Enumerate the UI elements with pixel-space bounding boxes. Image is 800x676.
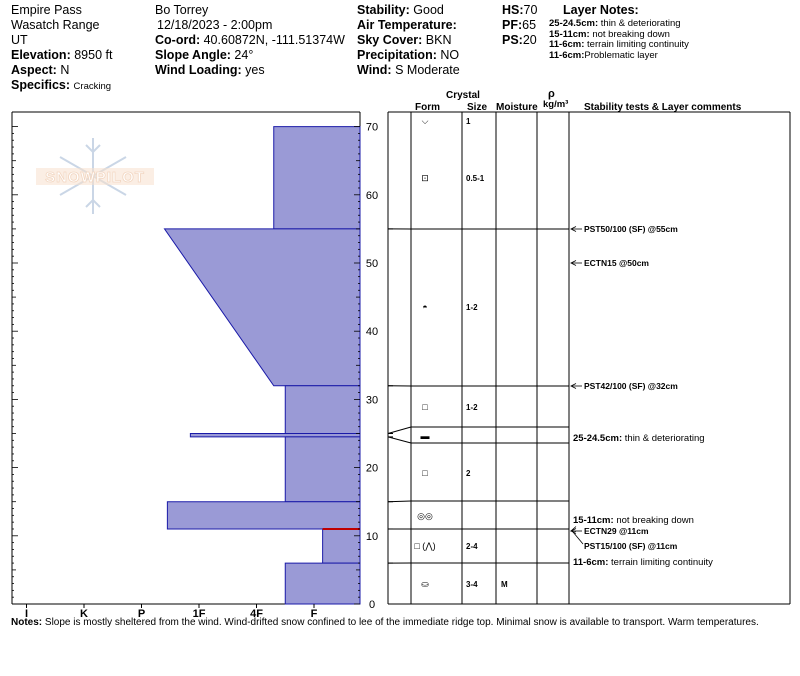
layer-note: 15-11cm: not breaking down — [549, 28, 670, 40]
location: Empire Pass — [11, 3, 82, 17]
elevation-value: 8950 ft — [74, 48, 113, 62]
form-header: Form — [415, 102, 440, 113]
specifics-value: Cracking — [73, 81, 112, 92]
layer-note: 11-6cm:Problematic layer — [549, 49, 658, 61]
observer: Bo Torrey — [155, 3, 209, 17]
pf-row: PF:65 — [502, 18, 537, 32]
layer-size: 1-2 — [466, 303, 478, 312]
depth-connector — [388, 427, 411, 434]
hardness-layer-bar — [167, 502, 360, 529]
layer-form-symbol: ◎◎ — [417, 511, 433, 521]
notes-label: Notes: — [11, 617, 43, 628]
hs-value: 70 — [523, 3, 538, 17]
height-tick-label: 70 — [365, 121, 379, 134]
rho-header: ρ — [548, 88, 555, 100]
specifics-row: Specifics: Cracking — [11, 78, 112, 92]
height-tick-label: 20 — [365, 462, 379, 475]
stability-test-label: ECTN29 @11cm — [584, 526, 649, 536]
layer-size: 1-2 — [466, 403, 478, 412]
hardness-layer-bar — [285, 437, 360, 502]
layer-form-symbol: ⊡ — [421, 173, 429, 183]
slope-row: Slope Angle: 24° — [155, 48, 254, 62]
sky-value: BKN — [425, 33, 452, 47]
stability-test-label: PST15/100 (SF) @11cm — [584, 541, 678, 551]
layer-size: 3-4 — [466, 580, 478, 589]
layer-comment: 25-24.5cm: thin & deteriorating — [573, 433, 705, 444]
height-tick-label: 40 — [365, 326, 379, 339]
layer-note: 25-24.5cm: thin & deteriorating — [549, 18, 681, 29]
snowpilot-watermark — [36, 138, 154, 214]
height-tick-label: 60 — [365, 189, 379, 202]
layer-size: 1 — [466, 117, 471, 126]
crystal-header: Crystal — [446, 90, 480, 101]
size-header: Size — [467, 102, 488, 113]
hardness-tick-label: 4F — [250, 608, 263, 620]
hardness-tick-label: P — [137, 608, 146, 620]
hs-row: HS:70 — [502, 3, 538, 17]
layer-notes-title: Layer Notes: — [563, 3, 639, 17]
moisture-header: Moisture — [496, 102, 538, 113]
hardness-layer-bar — [285, 563, 360, 604]
layer-table-rows — [388, 116, 569, 589]
precip-row: Precipitation: NO — [357, 48, 460, 62]
layer-size: 2-4 — [466, 542, 478, 551]
layer-form-symbol: ◓ — [422, 302, 428, 312]
state: UT — [11, 33, 28, 47]
aspect-value: N — [60, 63, 70, 77]
hardness-layer-bar — [190, 434, 360, 437]
hardness-layer-bar — [323, 529, 360, 563]
density-unit-header: kg/m³ — [543, 99, 569, 110]
datetime: 12/18/2023 - 2:00pm — [157, 18, 273, 32]
wind-value: S Moderate — [395, 63, 460, 77]
precip-value: NO — [440, 48, 460, 62]
layer-form-symbol: ⛀ — [421, 579, 429, 589]
layer-form-symbol: □ — [422, 468, 428, 478]
elevation-row: Elevation: 8950 ft — [11, 48, 113, 62]
hardness-tick-label: K — [80, 608, 88, 620]
layer-form-symbol: ⌵ — [421, 116, 429, 126]
notes-row — [11, 617, 759, 628]
layer-form-symbol: □ (⋀) — [414, 541, 436, 551]
ps-value: 20 — [522, 33, 537, 47]
air-temp-row: Air Temperature: — [357, 18, 457, 32]
sky-row: Sky Cover: BKN — [357, 33, 452, 47]
layer-form-symbol: □ — [422, 402, 428, 412]
hardness-layer-bar — [165, 229, 361, 386]
height-tick-label: 30 — [365, 394, 379, 407]
notes-text: Slope is mostly sheltered from the wind. Wind-drifted snow confined to lee of the immediate ridge top. Minimal snow is available to transport. Warm temperatures. — [44, 617, 759, 628]
test-arrow-line — [573, 532, 583, 544]
layer-form-symbol: ▬ — [420, 431, 430, 441]
slope-value: 24° — [234, 48, 254, 62]
layer-size: 2 — [466, 469, 471, 478]
stability-row: Stability: Good — [357, 3, 444, 17]
hardness-tick-label: F — [310, 608, 318, 620]
mountain-range: Wasatch Range — [11, 18, 100, 32]
stability-tests — [571, 224, 678, 551]
stability-value: Good — [413, 3, 444, 17]
hardness-tick-label: I — [24, 608, 29, 620]
ps-row: PS:20 — [502, 33, 537, 47]
stability-test-label: PST42/100 (SF) @32cm — [584, 381, 678, 391]
layer-note: 11-6cm: terrain limiting continuity — [549, 39, 689, 50]
coord-value: 40.60872N, -111.51374W — [203, 33, 345, 47]
height-tick-label: 10 — [365, 530, 379, 543]
pf-value: 65 — [522, 18, 537, 32]
wind-loading-row: Wind Loading: yes — [155, 63, 265, 77]
hardness-tick-label: 1F — [192, 608, 206, 620]
depth-connector — [388, 437, 411, 443]
hardness-layer-bar — [285, 386, 360, 434]
wind-loading-value: yes — [245, 63, 265, 77]
hardness-layer-bar — [274, 127, 360, 229]
watermark-text: SNOWPILOT — [45, 169, 145, 186]
hardness-profile — [165, 127, 361, 604]
stability-test-label: PST50/100 (SF) @55cm — [584, 224, 678, 234]
coord-row: Co-ord: 40.60872N, -111.51374W — [155, 33, 345, 47]
aspect-row: Aspect: N — [11, 63, 70, 77]
table-headers — [415, 88, 742, 113]
wind-row: Wind: S Moderate — [357, 63, 460, 77]
layer-size: 0.5-1 — [466, 174, 485, 183]
layer-comment: 15-11cm: not breaking down — [573, 515, 694, 526]
layer-moisture: M — [501, 580, 508, 589]
height-tick-label: 0 — [368, 599, 376, 611]
comments-header: Stability tests & Layer comments — [584, 102, 742, 113]
stability-test-label: ECTN15 @50cm — [584, 258, 649, 268]
layer-comment: 11-6cm: terrain limiting continuity — [573, 557, 713, 568]
height-tick-label: 50 — [365, 258, 379, 270]
